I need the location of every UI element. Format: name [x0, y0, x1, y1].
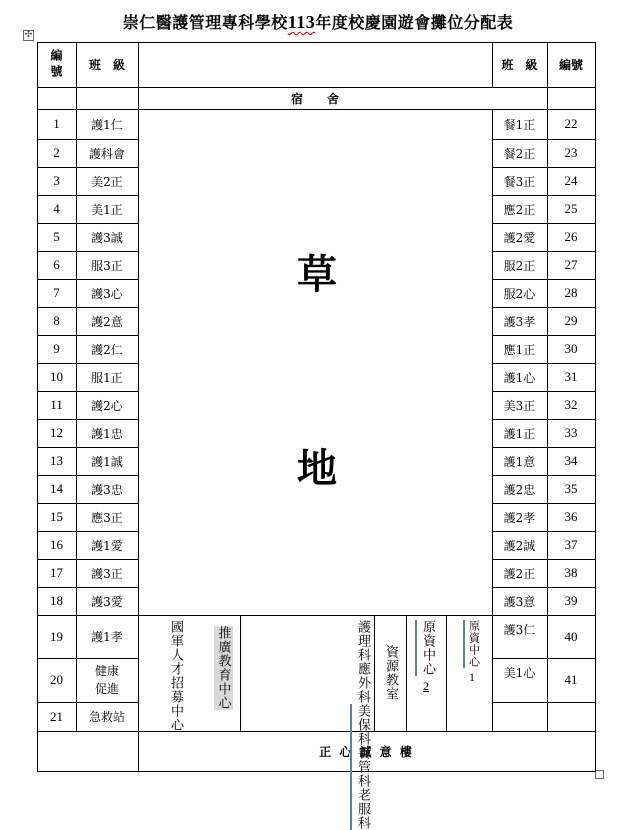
left-booth-class: 護1愛 [91, 538, 123, 553]
right-booth-number: 29 [564, 313, 578, 328]
right-booth-class: 護2忠 [503, 482, 536, 497]
header-left-number: 編號 [49, 48, 63, 81]
left-booth-class: 健康促進 [94, 664, 119, 696]
right-booth-class: 護3孝 [503, 314, 536, 329]
table-border [406, 615, 407, 732]
left-booth-number: 11 [50, 397, 63, 412]
right-booth-class: 餐1正 [503, 117, 536, 132]
right-booth-number: 30 [564, 341, 578, 356]
right-booth-number: 39 [564, 593, 578, 608]
dormitory-label: 宿 舍 [290, 91, 339, 106]
right-booth-number: 36 [564, 509, 578, 524]
left-booth-class: 護3忠 [91, 482, 123, 497]
right-booth-class: 餐3正 [503, 174, 536, 189]
right-booth-number: 32 [564, 397, 578, 412]
right-booth-class: 護1正 [503, 426, 536, 441]
right-booth-number: 25 [564, 201, 578, 216]
left-booth-number: 10 [50, 369, 63, 384]
right-booth-number: 26 [564, 229, 578, 244]
table-border [37, 771, 596, 772]
right-booth-class: 美3正 [503, 398, 536, 413]
table-border [374, 615, 375, 732]
left-booth-number: 21 [50, 708, 63, 724]
left-booth-number: 1 [53, 116, 60, 131]
right-booth-class: 護2愛 [503, 230, 536, 245]
right-booth-class: 美1心 [503, 666, 536, 680]
lawn-char-1: 草 [297, 251, 337, 298]
left-booth-class: 護1仁 [91, 117, 123, 132]
left-booth-class: 護3心 [91, 286, 123, 301]
left-booth-class: 護1孝 [91, 630, 123, 644]
resource-classroom-booth: 資源教室 [383, 644, 398, 701]
right-booth-number: 38 [564, 565, 578, 580]
left-booth-number: 8 [53, 313, 60, 328]
indigenous-resource-center-2: 原資中心 2 [416, 620, 436, 725]
right-booth-class: 護3意 [503, 594, 536, 609]
left-booth-class: 護3正 [91, 566, 123, 581]
left-booth-class: 應3正 [91, 510, 123, 525]
left-booth-class: 美2正 [91, 174, 123, 189]
right-booth-class: 護2孝 [503, 510, 536, 525]
left-booth-number: 5 [53, 229, 60, 244]
table-border [138, 615, 493, 616]
left-booth-class: 急救站 [88, 710, 125, 724]
header-right-class: 班 級 [501, 58, 538, 72]
right-booth-class: 護2正 [503, 566, 536, 581]
right-booth-number: 40 [564, 628, 578, 644]
left-booth-number: 9 [53, 341, 60, 356]
table-move-handle-icon[interactable]: ✣ [24, 30, 33, 40]
right-booth-number: 41 [564, 672, 578, 687]
right-booth-number: 27 [564, 257, 578, 272]
right-booth-number: 24 [564, 173, 578, 188]
right-booth-number: 33 [564, 425, 578, 440]
left-booth-number: 3 [53, 173, 60, 188]
left-booth-number: 19 [50, 628, 63, 644]
left-booth-class: 服1正 [91, 370, 123, 385]
table-border [138, 42, 139, 772]
left-booth-number: 12 [50, 425, 63, 440]
right-booth-number: 28 [564, 285, 578, 300]
left-booth-number: 2 [53, 145, 60, 160]
right-booth-class: 應2正 [503, 202, 536, 217]
left-booth-number: 17 [50, 565, 63, 580]
left-booth-class: 護1忠 [91, 426, 123, 441]
right-booth-class: 應1正 [503, 342, 536, 357]
left-booth-class: 服3正 [91, 258, 123, 273]
extension-education-booth: 推廣教育中心 [215, 626, 231, 710]
left-booth-number: 14 [50, 481, 63, 496]
left-booth-class: 護1誠 [91, 454, 123, 469]
right-booth-class: 護2誠 [503, 538, 536, 553]
right-booth-number: 34 [564, 453, 578, 468]
header-left-class: 班 級 [88, 58, 125, 72]
title-year: 113 [287, 12, 316, 32]
left-booth-number: 15 [50, 509, 63, 524]
left-booth-class: 護3愛 [91, 594, 123, 609]
right-booth-class: 護3仁 [503, 623, 536, 637]
right-booth-class: 餐2正 [503, 146, 536, 161]
left-booth-class: 護2心 [91, 398, 123, 413]
right-booth-class: 護1心 [503, 370, 536, 385]
table-border [595, 42, 596, 772]
right-booth-class: 護1意 [503, 454, 536, 469]
left-booth-class: 護科會 [88, 146, 125, 161]
left-booth-class: 護2仁 [91, 342, 123, 357]
left-booth-number: 6 [53, 257, 60, 272]
left-booth-class: 美1正 [91, 202, 123, 217]
page-title: 崇仁醫護管理專科學校113年度校慶園遊會攤位分配表 [122, 12, 514, 32]
military-recruitment-booth: 國軍人才招募 中心 [168, 620, 183, 732]
left-booth-class: 護2意 [91, 314, 123, 329]
table-border [446, 615, 447, 732]
left-booth-number: 4 [53, 201, 60, 216]
right-booth-number: 35 [564, 481, 578, 496]
right-booth-number: 31 [564, 369, 578, 384]
left-booth-number: 13 [50, 453, 63, 468]
header-right-number: 編號 [558, 58, 583, 72]
table-border [240, 615, 241, 732]
indigenous-resource-center-1: 原資中心 1 [462, 620, 482, 725]
left-booth-number: 16 [50, 537, 63, 552]
right-booth-number: 22 [564, 116, 578, 131]
left-booth-number: 20 [50, 672, 63, 687]
lawn-char-2: 地 [297, 445, 337, 492]
right-booth-class: 服2正 [503, 258, 536, 273]
right-booth-number: 23 [564, 145, 578, 160]
table-border [492, 702, 596, 703]
departments-booth: 護理科 應外科 美保科 餐管科 老服科 [254, 620, 372, 672]
right-booth-class: 服2心 [503, 286, 536, 301]
left-booth-number: 7 [53, 285, 60, 300]
left-booth-number: 18 [50, 593, 63, 608]
left-booth-class: 護3誠 [91, 230, 123, 245]
zhengxin-building-label: 正 心 誠 意 樓 [319, 744, 414, 759]
right-booth-number: 37 [564, 537, 578, 552]
